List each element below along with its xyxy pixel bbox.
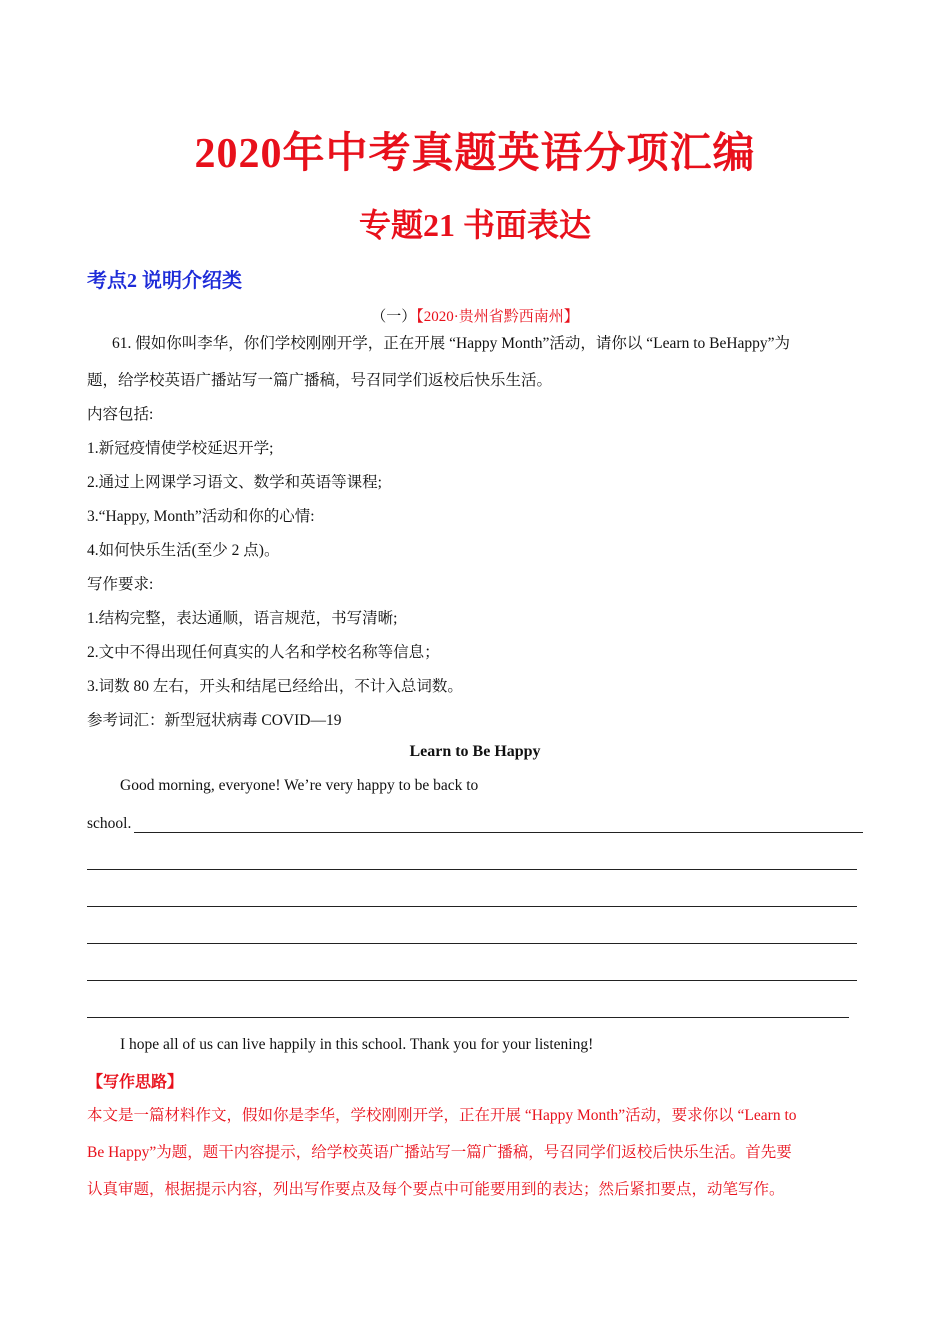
requirements-heading: 写作要求: [87,576,154,593]
content-item: 4.如何快乐生活(至少 2 点)。 [87,542,280,559]
section-heading: 考点2 说明介绍类 [87,270,242,292]
answer-line[interactable] [87,869,857,870]
essay-school-word: school. [87,815,132,832]
writing-approach-heading: 【写作思路】 [87,1074,184,1091]
essay-opening: Good morning, everyone! We’re very happy to be back to [120,777,479,794]
content-heading: 内容包括: [87,406,154,423]
answer-line[interactable] [87,943,857,944]
essay-title: Learn to Be Happy [409,743,541,760]
page-title: 2020年中考真题英语分项汇编 [194,131,756,177]
question-source [0,305,950,326]
requirement-item: 1.结构完整，表达通顺，语言规范，书写清晰; [87,610,398,627]
question-line-1: 61. 假如你叫李华，你们学校刚刚开学，正在开展 “Happy Month”活动，请你以 “Learn to BeHappy”为 [112,335,791,352]
writing-approach-line: Be Happy”为题，题干内容提示，给学校英语广播站写一篇广播稿，号召同学们返校后快乐生活。首先要 [87,1144,792,1161]
essay-closing: I hope all of us can live happily in this school. Thank you for your listening! [120,1036,594,1053]
source-tag: 【2020·贵州省黔西南州】 [416,309,579,325]
answer-line[interactable] [134,832,863,833]
question-line-2: 题，给学校英语广播站写一篇广播稿，号召同学们返校后快乐生活。 [87,372,553,389]
requirement-item: 3.词数 80 左右，开头和结尾已经给出，不计入总词数。 [87,678,463,695]
answer-line[interactable] [87,1017,849,1018]
writing-approach-line: 认真审题，根据提示内容，列出写作要点及每个要点中可能要用到的表达；然后紧扣要点，动笔写作。 [87,1181,785,1198]
answer-line[interactable] [87,980,857,981]
content-item: 2.通过上网课学习语文、数学和英语等课程; [87,474,382,491]
reference-vocabulary: 参考词汇：新型冠状病毒 COVID—19 [87,712,342,729]
source-number: （一） [371,309,417,325]
requirement-item: 2.文中不得出现任何真实的人名和学校名称等信息； [87,644,440,661]
answer-line[interactable] [87,906,857,907]
page-subtitle: 专题21 书面表达 [358,207,591,243]
content-item: 1.新冠疫情使学校延迟开学; [87,440,274,457]
content-item: 3.“Happy, Month”活动和你的心情: [87,508,315,525]
writing-approach-line: 本文是一篇材料作文，假如你是李华，学校刚刚开学，正在开展 “Happy Month”活动，要求你以 “Learn to [87,1107,797,1124]
